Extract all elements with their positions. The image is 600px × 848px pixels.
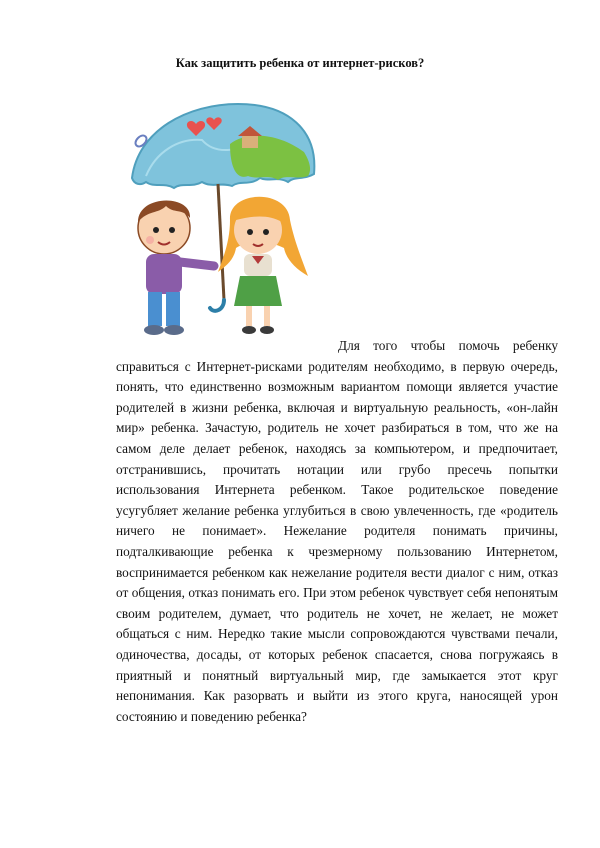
children-under-umbrella-illustration [118,90,348,352]
boy-figure [138,200,214,335]
illustration-float-space [116,336,338,356]
umbrella-pole [218,184,224,300]
document-title: Как защитить ребенка от интернет-рисков? [175,56,425,70]
house-icon [242,136,258,148]
body-paragraph [116,336,558,727]
girl-figure [218,197,308,334]
paragraph-text: Для того чтобы помочь ребенку справиться с Интернет-рисками родителям необходимо, в первую очередь, понять, что единственно возможным вариантом помощи является участие родителей в жизни ребенка, включая и виртуальную реальность, «он-лайн мир» ребенка. Зачастую, родитель не хочет разбираться в том, что же на самом деле делает ребенок, находясь за компьютером, и предпочитает, отстранившись, прочитать нотации или грубо пресечь попытки использования Интернета ребенком. Такое родительское поведение усугубляет желание ребенка углубиться в свою увлеченность, где «родитель ничего не понимает». Нежелание родителя понимать причины, подталкивающие ребенка к чрезмерному пользованию Интернетом, воспринимается ребенком как нежелание родителя вести диалог с ним, отказ от общения, отказ понимать его. При этом ребенок чувствует себя непонятым своим родителем, думает, что родитель не хочет, не желает, не может общаться с ним. Нередко такие мысли сопровождаются чувствами печали, одиночества, досады, от которых ребенок спасается, снова погружаясь в приятный и понятный виртуальный мир, где замыкается этот круг непонимания. Как разорвать и выйти из этого круга, наносящей урон состоянию и поведению ребенка? [116,338,558,724]
